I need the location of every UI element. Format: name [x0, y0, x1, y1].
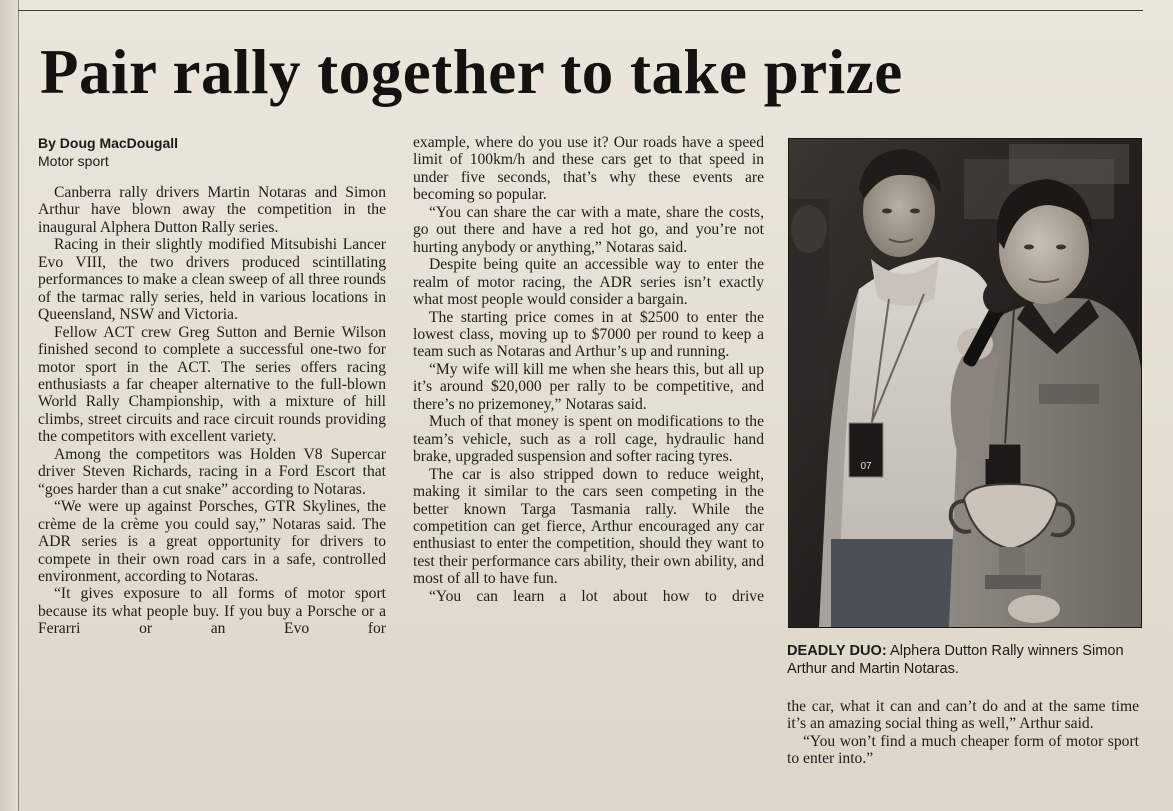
paragraph: example, where do you use it? Our roads have a speed limit of 100km/h and these cars get to that speed in under five seconds, that’s why these events are becoming so popular.	[413, 134, 764, 204]
paragraph: “You can share the car with a mate, share the costs, go out there and have a red hot go, and you’re not hurting anybody or anything,” Notaras said.	[413, 203, 764, 256]
paragraph: Racing in their slightly modified Mitsubishi Lancer Evo VIII, the two drivers produced scintillating performances to make a clean sweep of all three rounds of the tarmac rally series, held in various locations in Queensland, NSW and Victoria.	[38, 236, 386, 324]
photo-caption	[787, 642, 1147, 678]
paragraph: the car, what it can and can’t do and at the same time it’s an amazing social thing as well,” Arthur said.	[787, 698, 1139, 733]
headline: Pair rally together to take prize	[40, 37, 903, 107]
article-column-2	[413, 134, 764, 605]
paragraph: Despite being quite an accessible way to enter the realm of motor racing, the ADR series isn’t exactly what most people would consider a bargain.	[413, 256, 764, 309]
paragraph: “You can learn a lot about how to drive	[429, 587, 764, 605]
article-column-3	[787, 698, 1139, 768]
paragraph: Canberra rally drivers Martin Notaras and Simon Arthur have blown away the competition in the inaugural Alphera Dutton Rally series.	[38, 184, 386, 236]
byline	[38, 134, 178, 170]
caption-text: Alphera Dutton Rally winners Simon Arthur and Martin Notaras.	[787, 643, 1124, 677]
paragraph: “My wife will kill me when she hears this, but all up it’s around $20,000 per rally to be competitive, and there’s no prizemoney,” Notaras said.	[413, 360, 764, 413]
paragraph: The car is also stripped down to reduce weight, making it similar to the cars seen competing in the better known Targa Tasmania rally. While the competition can get fierce, Arthur encouraged any car enthusiast to enter the competition, should they want to test their performance cars ability, their own ability, and most of all to have fun.	[413, 465, 764, 588]
adjacent-column-edge	[0, 0, 19, 811]
paragraph: “We were up against Porsches, GTR Skylines, the crème de la crème you could say,” Notaras said. The ADR series is a great opportunity for drivers to compete in their own road cars in a safe, controlled environment, according to Notaras.	[38, 498, 386, 585]
paragraph: The starting price comes in at $2500 to enter the lowest class, moving up to $7000 per round to keep a team such as Notaras and Arthur’s up and running.	[413, 308, 764, 361]
paragraph: Much of that money is spent on modifications to the team’s vehicle, such as a roll cage, hydraulic hand brake, upgraded suspension and softer racing tyres.	[413, 413, 764, 466]
badge-number: 07	[860, 461, 872, 472]
article-photo	[788, 138, 1142, 628]
paragraph: Fellow ACT crew Greg Sutton and Bernie Wilson finished second to complete a successful one-two for motor sport in the ACT. The series offers racing enthusiasts a far cheaper alternative to the full-blown World Rally Championship, with a mixture of hill climbs, street circuits and race circuit rounds providing the competitors with excellent variety.	[38, 323, 386, 446]
paragraph: Among the competitors was Holden V8 Supercar driver Steven Richards, racing in a Ford Escort that “goes harder than a cut snake” according to Notaras.	[38, 445, 386, 498]
photo-illustration	[789, 139, 1141, 627]
top-rule	[18, 10, 1143, 11]
caption-kicker: DEADLY DUO:	[787, 643, 887, 659]
paragraph: “You won’t find a much cheaper form of motor sport to enter into.”	[787, 732, 1139, 768]
byline-author: By Doug MacDougall	[38, 135, 179, 151]
article-column-1	[38, 184, 386, 638]
byline-section: Motor sport	[38, 153, 109, 169]
paragraph: “It gives exposure to all forms of motor sport because its what people buy. If you buy a Porsche or a Ferarri or an Evo for	[38, 585, 386, 638]
